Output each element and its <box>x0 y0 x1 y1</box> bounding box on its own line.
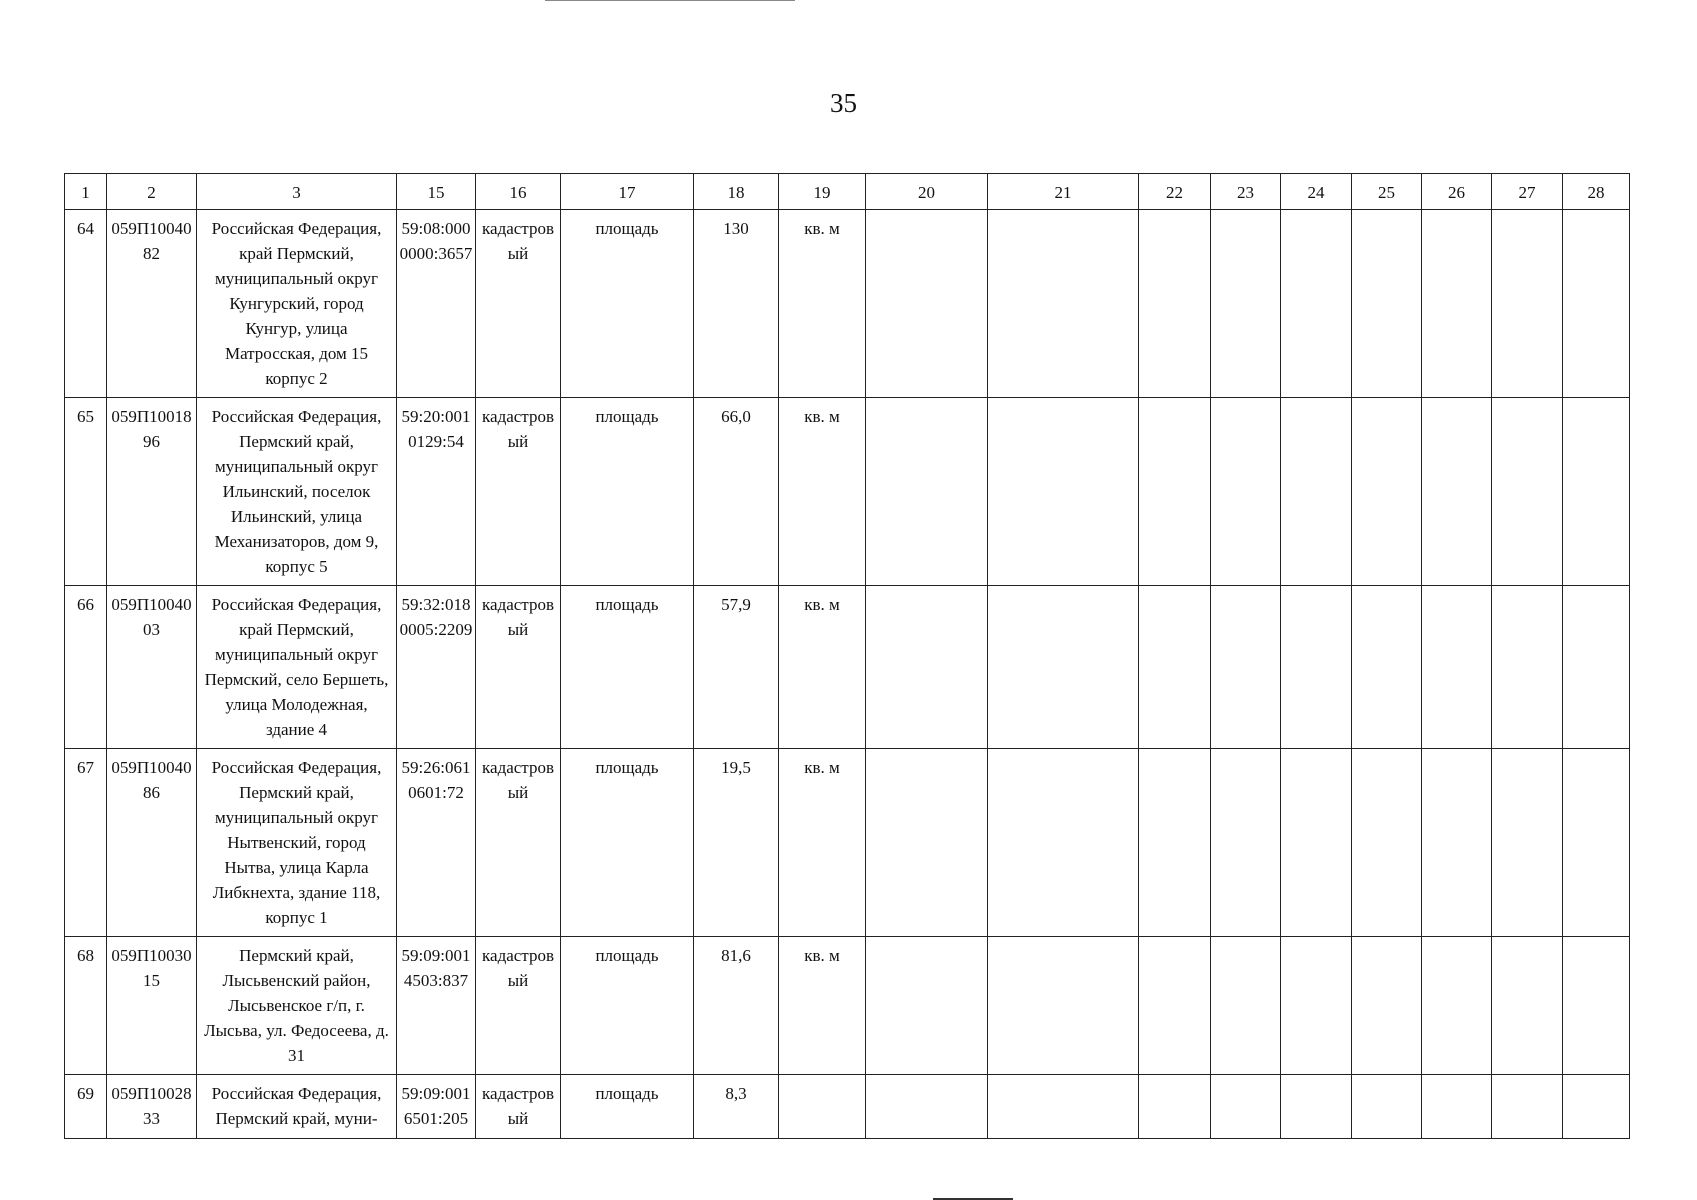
empty-cell <box>1563 1075 1630 1139</box>
column-header: 27 <box>1492 174 1563 210</box>
object-address: Российская Федерация, край Пермский, муниципальный округ Кунгурский, город Кунгур, улица Матросская, дом 15 корпус 2 <box>197 210 397 398</box>
header-row <box>65 174 1630 210</box>
cadastral-number: 59:09:0014503:837 <box>397 937 476 1075</box>
empty-cell <box>988 210 1139 398</box>
empty-cell <box>1352 586 1422 749</box>
object-address: Российская Федерация, Пермский край, муниципальный округ Нытвенский, город Нытва, улица Карла Либкнехта, здание 118, корпус 1 <box>197 749 397 937</box>
top-edge-line <box>545 0 795 1</box>
object-address: Российская Федерация, Пермский край, муниципальный округ Ильинский, поселок Ильинский, улица Механизаторов, дом 9, корпус 5 <box>197 398 397 586</box>
unit <box>779 1075 866 1139</box>
parameter-name: площадь <box>561 210 694 398</box>
parameter-value: 66,0 <box>694 398 779 586</box>
empty-cell <box>1281 937 1352 1075</box>
row-number: 68 <box>65 937 107 1075</box>
empty-cell <box>988 586 1139 749</box>
empty-cell <box>1211 398 1281 586</box>
empty-cell <box>1422 937 1492 1075</box>
empty-cell <box>988 1075 1139 1139</box>
cadastral-number: 59:26:0610601:72 <box>397 749 476 937</box>
empty-cell <box>1281 210 1352 398</box>
unit: кв. м <box>779 586 866 749</box>
empty-cell <box>1211 210 1281 398</box>
empty-cell <box>1563 586 1630 749</box>
column-header: 19 <box>779 174 866 210</box>
empty-cell <box>988 749 1139 937</box>
empty-cell <box>988 937 1139 1075</box>
empty-cell <box>866 586 988 749</box>
empty-cell <box>1352 210 1422 398</box>
empty-cell <box>866 210 988 398</box>
empty-cell <box>1139 937 1211 1075</box>
column-header: 1 <box>65 174 107 210</box>
column-header: 16 <box>476 174 561 210</box>
empty-cell <box>1211 1075 1281 1139</box>
parameter-value: 81,6 <box>694 937 779 1075</box>
cadastral-number: 59:08:0000000:3657 <box>397 210 476 398</box>
column-header: 2 <box>107 174 197 210</box>
empty-cell <box>1422 1075 1492 1139</box>
number-type: кадастровый <box>476 937 561 1075</box>
empty-cell <box>1211 586 1281 749</box>
row-number: 66 <box>65 586 107 749</box>
empty-cell <box>1492 749 1563 937</box>
object-address: Российская Федерация, Пермский край, муни- <box>197 1075 397 1139</box>
column-header: 25 <box>1352 174 1422 210</box>
number-type: кадастровый <box>476 398 561 586</box>
table-row <box>65 1075 1630 1139</box>
empty-cell <box>1352 1075 1422 1139</box>
column-header: 3 <box>197 174 397 210</box>
object-code: 059П1001896 <box>107 398 197 586</box>
empty-cell <box>1211 749 1281 937</box>
empty-cell <box>1281 398 1352 586</box>
column-header: 18 <box>694 174 779 210</box>
row-number: 67 <box>65 749 107 937</box>
table-row <box>65 749 1630 937</box>
empty-cell <box>988 398 1139 586</box>
empty-cell <box>1139 586 1211 749</box>
empty-cell <box>1563 749 1630 937</box>
column-header: 24 <box>1281 174 1352 210</box>
number-type: кадастровый <box>476 749 561 937</box>
empty-cell <box>1563 398 1630 586</box>
object-address: Российская Федерация, край Пермский, муниципальный округ Пермский, село Бершеть, улица Молодежная, здание 4 <box>197 586 397 749</box>
empty-cell <box>866 749 988 937</box>
unit: кв. м <box>779 937 866 1075</box>
column-header: 22 <box>1139 174 1211 210</box>
unit: кв. м <box>779 398 866 586</box>
empty-cell <box>1422 210 1492 398</box>
column-header: 23 <box>1211 174 1281 210</box>
empty-cell <box>1139 210 1211 398</box>
column-header: 28 <box>1563 174 1630 210</box>
register-table <box>64 173 1630 1139</box>
unit: кв. м <box>779 210 866 398</box>
table-row <box>65 398 1630 586</box>
empty-cell <box>1492 210 1563 398</box>
empty-cell <box>1492 937 1563 1075</box>
empty-cell <box>1492 398 1563 586</box>
table-row <box>65 937 1630 1075</box>
object-code: 059П1002833 <box>107 1075 197 1139</box>
empty-cell <box>1492 1075 1563 1139</box>
parameter-name: площадь <box>561 398 694 586</box>
cadastral-number: 59:09:0016501:205 <box>397 1075 476 1139</box>
empty-cell <box>866 1075 988 1139</box>
empty-cell <box>1281 586 1352 749</box>
empty-cell <box>866 937 988 1075</box>
row-number: 65 <box>65 398 107 586</box>
parameter-name: площадь <box>561 1075 694 1139</box>
column-header: 26 <box>1422 174 1492 210</box>
column-header: 21 <box>988 174 1139 210</box>
row-number: 64 <box>65 210 107 398</box>
parameter-name: площадь <box>561 749 694 937</box>
empty-cell <box>1211 937 1281 1075</box>
table-row <box>65 586 1630 749</box>
parameter-name: площадь <box>561 937 694 1075</box>
parameter-value: 19,5 <box>694 749 779 937</box>
number-type: кадастровый <box>476 1075 561 1139</box>
column-header: 20 <box>866 174 988 210</box>
object-code: 059П1004086 <box>107 749 197 937</box>
table-row <box>65 210 1630 398</box>
empty-cell <box>1563 210 1630 398</box>
empty-cell <box>1139 749 1211 937</box>
empty-cell <box>866 398 988 586</box>
empty-cell <box>1281 749 1352 937</box>
empty-cell <box>1422 398 1492 586</box>
column-header: 17 <box>561 174 694 210</box>
cadastral-number: 59:20:0010129:54 <box>397 398 476 586</box>
parameter-value: 8,3 <box>694 1075 779 1139</box>
page-number: 35 <box>830 88 857 118</box>
empty-cell <box>1139 398 1211 586</box>
empty-cell <box>1352 937 1422 1075</box>
parameter-value: 130 <box>694 210 779 398</box>
empty-cell <box>1352 749 1422 937</box>
empty-cell <box>1422 586 1492 749</box>
number-type: кадастровый <box>476 210 561 398</box>
empty-cell <box>1563 937 1630 1075</box>
object-code: 059П1004082 <box>107 210 197 398</box>
empty-cell <box>1281 1075 1352 1139</box>
row-number: 69 <box>65 1075 107 1139</box>
empty-cell <box>1139 1075 1211 1139</box>
empty-cell <box>1352 398 1422 586</box>
object-address: Пермский край, Лысьвенский район, Лысьвенское г/п, г. Лысьва, ул. Федосеева, д. 31 <box>197 937 397 1075</box>
cadastral-number: 59:32:0180005:2209 <box>397 586 476 749</box>
number-type: кадастровый <box>476 586 561 749</box>
parameter-value: 57,9 <box>694 586 779 749</box>
parameter-name: площадь <box>561 586 694 749</box>
empty-cell <box>1492 586 1563 749</box>
column-header: 15 <box>397 174 476 210</box>
object-code: 059П1003015 <box>107 937 197 1075</box>
object-code: 059П1004003 <box>107 586 197 749</box>
unit: кв. м <box>779 749 866 937</box>
empty-cell <box>1422 749 1492 937</box>
